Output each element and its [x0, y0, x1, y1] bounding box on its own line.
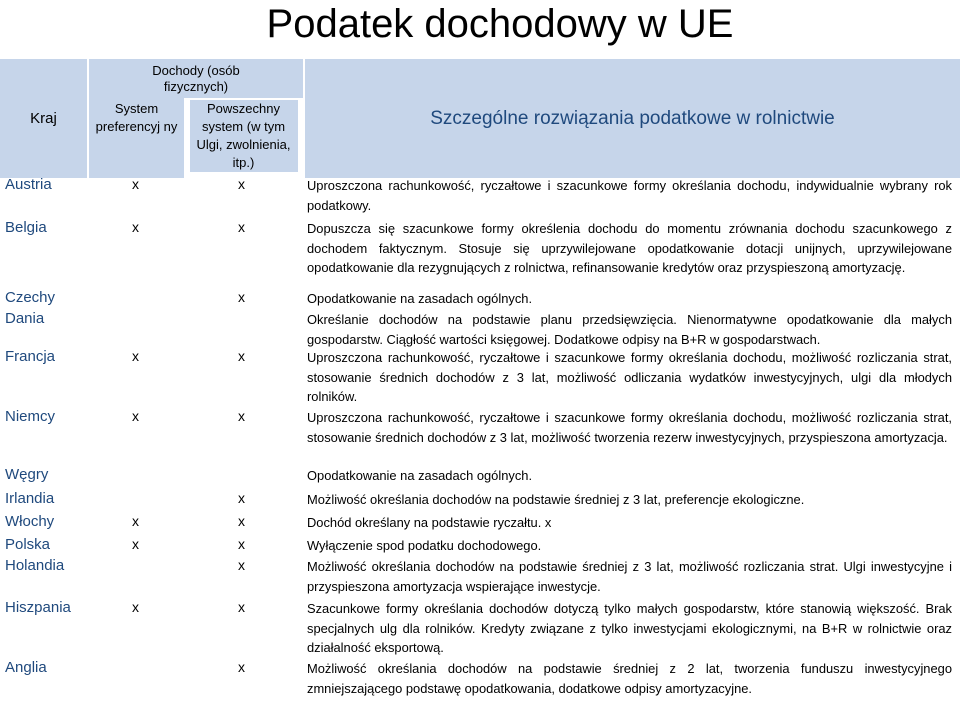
row-pref-mark: x — [132, 176, 139, 192]
row-pref-mark: x — [132, 219, 139, 235]
row-kraj: Anglia — [5, 659, 47, 676]
row-description: Dochód określany na podstawie ryczałtu. x — [307, 515, 552, 530]
row-description: Możliwość określania dochodów na podstawie średniej z 3 lat, możliwość rozliczania strat. Ulgi inwestycyjne i przyspieszona amortyzacja wspierające inwestycje. — [307, 559, 952, 594]
row-pow-mark: x — [238, 513, 245, 529]
table-row — [0, 218, 960, 286]
table-header-row-1 — [0, 59, 960, 98]
table-row — [0, 598, 960, 656]
header-system-pref-text: System preferencyj ny — [95, 101, 178, 134]
header-dochody-text: Dochody (osób fizycznych) — [152, 63, 240, 94]
row-pow-mark: x — [238, 599, 245, 615]
header-system-pref — [88, 98, 184, 178]
table-row — [0, 658, 960, 708]
row-kraj: Hiszpania — [5, 599, 71, 616]
row-kraj: Czechy — [5, 289, 56, 306]
header-powszechny — [184, 98, 304, 178]
row-pref-mark: x — [132, 408, 139, 424]
tax-table — [0, 59, 960, 178]
row-kraj: Włochy — [5, 513, 55, 530]
row-pow-mark: x — [238, 536, 245, 552]
row-description: Opodatkowanie na zasadach ogólnych. — [307, 468, 533, 483]
row-kraj: Francja — [5, 348, 56, 365]
row-kraj: Irlandia — [5, 490, 55, 507]
row-pow-mark: x — [238, 289, 245, 305]
row-description: Określanie dochodów na podstawie planu przedsięwzięcia. Nienormatywne opodatkowanie dla małych gospodarstw. Ciągłość wartości księgowej. Dodatkowe odpisy na B+R w gospodarstwach. — [307, 312, 952, 347]
row-description: Uproszczona rachunkowość, ryczałtowe i szacunkowe formy określania dochodu, możliwość rozliczania strat, stosowanie średnich dochodów z 3 lat, możliwość odliczania wydatków inwestycyjnych, ulgi dla młodych rolników. — [307, 350, 952, 404]
header-szczegolne: Szczególne rozwiązania podatkowe w rolnictwie — [304, 59, 960, 178]
row-pow-mark: x — [238, 176, 245, 192]
row-description: Dopuszcza się szacunkowe formy określenia dochodu do momentu zrównania dochodu szacunkowego z dochodem faktycznym. Stosuje się uprzywilejowane opodatkowanie dotacji unijnych, uprzywilejowane opodatkowanie dla rezygnujących z rolnictwa, refinansowanie kredytów oraz przyspieszoną amortyzację. — [307, 221, 952, 275]
row-description: Uproszczona rachunkowość, ryczałtowe i szacunkowe formy określania dochodu, indywidualnie wybrany rok podatkowy. — [307, 178, 952, 213]
table-row — [0, 309, 960, 345]
row-pow-mark: x — [238, 659, 245, 675]
table-row — [0, 465, 960, 487]
table-row — [0, 512, 960, 533]
row-pow-mark: x — [238, 490, 245, 506]
page-title: Podatek dochodowy w UE — [266, 2, 734, 46]
header-powszechny-text: Powszechny system (w tym Ulgi, zwolnienia, itp.) — [190, 100, 298, 172]
row-kraj: Holandia — [5, 557, 65, 574]
row-pref-mark: x — [132, 599, 139, 615]
row-kraj: Polska — [5, 536, 51, 553]
row-pow-mark: x — [238, 219, 245, 235]
row-pow-mark: x — [238, 557, 245, 573]
row-pow-mark: x — [238, 408, 245, 424]
row-pref-mark: x — [132, 536, 139, 552]
row-kraj: Belgia — [5, 219, 47, 236]
row-pref-mark: x — [132, 348, 139, 364]
row-description: Możliwość określania dochodów na podstawie średniej z 3 lat, preferencje ekologiczne. — [307, 492, 805, 507]
header-dochody — [88, 59, 304, 98]
row-description: Szacunkowe formy określania dochodów dotyczą tylko małych gospodarstw, które stanowią większość. Brak specjalnych ulg dla rolników. Kredyty związane z tylko inwestycjami ekologicznymi, na B+R w rolnictwie oraz działalność eksportową. — [307, 601, 952, 655]
row-description: Możliwość określania dochodów na podstawie średniej z 2 lat, tworzenia funduszu inwestycyjnego zmniejszającego podstawę opodatkowania, dodatkowe odpisy amortyzacyjne. — [307, 661, 952, 696]
row-description: Wyłączenie spod podatku dochodowego. — [307, 538, 542, 553]
row-kraj: Austria — [5, 176, 52, 193]
row-kraj: Dania — [5, 310, 45, 327]
row-description: Opodatkowanie na zasadach ogólnych. — [307, 291, 533, 306]
table-row — [0, 347, 960, 405]
table-row — [0, 407, 960, 463]
table-row — [0, 489, 960, 510]
row-kraj: Niemcy — [5, 408, 56, 425]
table-row — [0, 535, 960, 554]
header-kraj: Kraj — [0, 59, 88, 178]
row-kraj: Węgry — [5, 466, 49, 483]
row-pow-mark: x — [238, 348, 245, 364]
table-row — [0, 175, 960, 215]
row-pref-mark: x — [132, 513, 139, 529]
table-row — [0, 288, 960, 307]
table-row — [0, 556, 960, 596]
row-description: Uproszczona rachunkowość, ryczałtowe i szacunkowe formy określania dochodu, możliwość rozliczania strat, stosowanie średnich dochodów z 3 lat, możliwość tworzenia rezerw inwestycyjnych, przyspieszona amortyzacja. — [307, 410, 952, 445]
